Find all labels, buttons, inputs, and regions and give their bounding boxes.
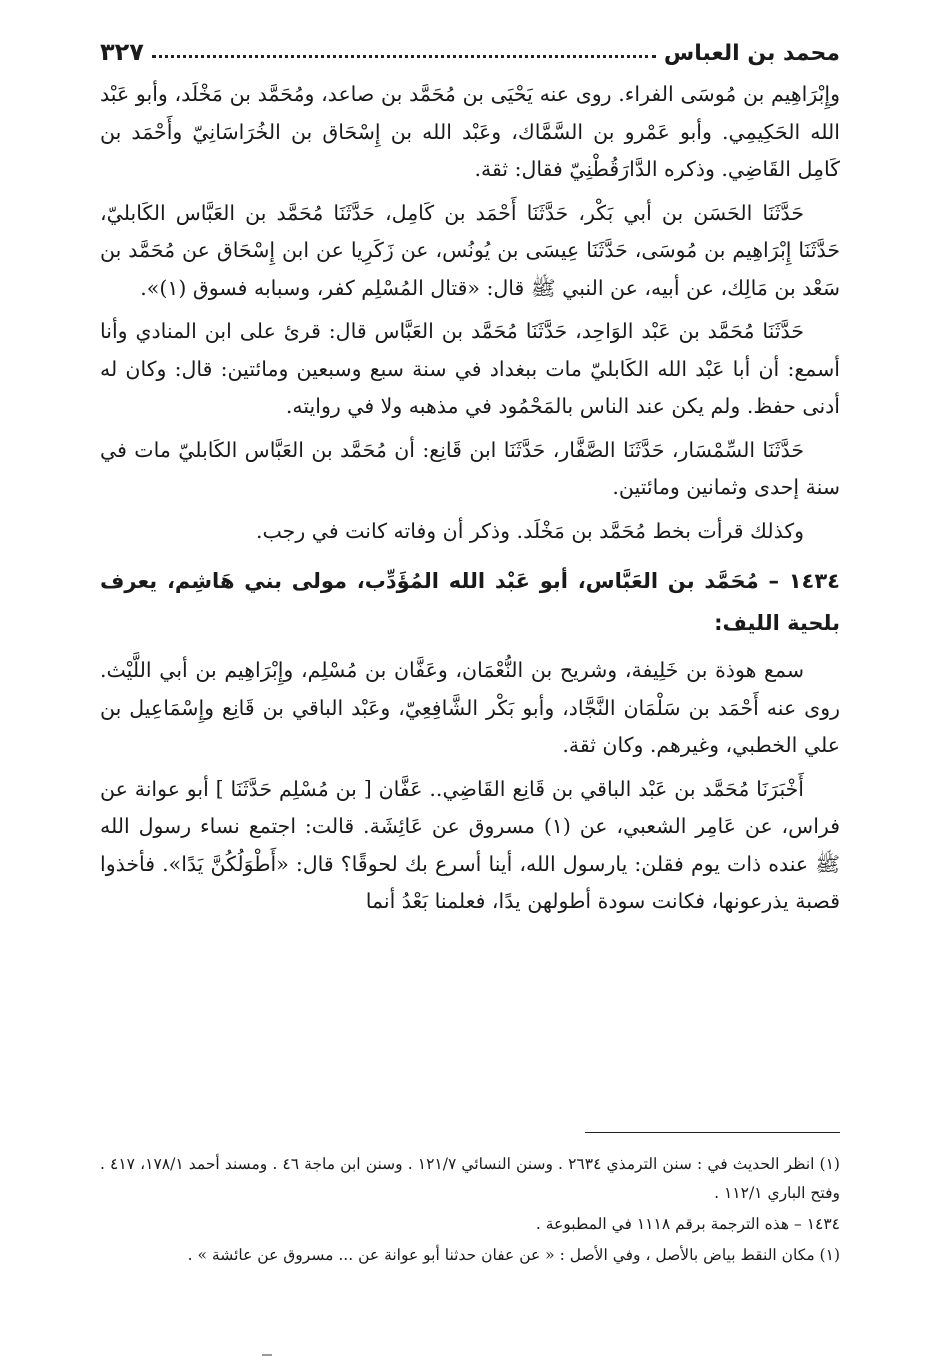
paragraph-1: وإِبْرَاهِيم بن مُوسَى الفراء. روى عنه يَحْيَى بن مُحَمَّد بن صاعد، ومُحَمَّد بن مَخْلَد، وأبو عَبْد الله الحَكِيمِي. وأبو عَمْرو بن السَّمَّاك، وعَبْد الله بن إِسْحَاق بن الخُرَاسَانِيّ وأَحْمَد بن كَامِل القَاضِي. وذكره الدَّارَقُطْنِيّ فقال: ثقة. bbox=[100, 82, 840, 181]
paragraph-6: سمع هوذة بن خَلِيفة، وشريح بن النُّعْمَان، وعَفَّان بن مُسْلِم، وإِبْرَاهِيم بن أبي اللَّيْث. روى عنه أَحْمَد بن سَلْمَان النَّجَّاد، وأبو بَكْر الشَّافِعِيّ، وعَبْد الباقي بن قَانِع وإِسْمَاعِيل بن علي الخطبي، وغيرهم. وكان ثقة. bbox=[100, 658, 840, 757]
paragraph-4: حَدَّثَنَا السِّمْسَار، حَدَّثَنَا الصَّفَّار، حَدَّثَنَا ابن قَانِع: أن مُحَمَّد بن العَبَّاس الكَابليّ مات في سنة إحدى وثمانين ومائتين. bbox=[100, 437, 840, 499]
running-header bbox=[100, 30, 840, 66]
footnote-2: ١٤٣٤ – هذه الترجمة برقم ١١١٨ في المطبوعة . bbox=[535, 1215, 840, 1233]
footnote-1: (١) انظر الحديث في : سنن الترمذي ٢٦٣٤ . وسنن النسائي ١٢١/٧ . وسنن ابن ماجة ٤٦ . ومسند أحمد ١٧٨/١، ٤١٧ . وفتح الباري ١١٢/١ . bbox=[100, 1155, 840, 1202]
scan-mark bbox=[262, 1354, 272, 1356]
footnote-separator bbox=[585, 1132, 840, 1133]
footnote-3: (١) مكان النقط بياض بالأصل ، وفي الأصل : « عن عفان حدثنا أبو عوانة عن ... مسروق عن عائشة » . bbox=[187, 1246, 840, 1264]
paragraph-7: أَخْبَرَنَا مُحَمَّد بن عَبْد الباقي بن قَانِع القَاضِي.. عَفَّان [ بن مُسْلِم حَدَّثَنَا ] أبو عوانة عن فراس، عن عَامِر الشعبي، عن (١) مسروق عن عَائِشَة. قالت: اجتمع نساء رسول الله ﷺ عنده ذات يوم فقلن: يارسول الله، أينا أسرع بك لحوقًا؟ قال: «أَطْوَلُكُنَّ يَدًا». فأخذوا قصبة يذرعونها، فكانت سودة أطولهن يدًا، فعلمنا بَعْدُ أنما bbox=[100, 776, 840, 913]
page-number: ٣٢٧ bbox=[100, 38, 144, 66]
footnotes bbox=[100, 1150, 840, 1272]
paragraph-3: حَدَّثَنَا مُحَمَّد بن عَبْد الوَاحِد، حَدَّثَنَا مُحَمَّد بن العَبَّاس قال: قرئ على ابن المنادي وأنا أسمع: أن أبا عَبْد الله الكَابليّ مات ببغداد في سنة سبع وسبعين ومائتين: قال: وكان له أدنى حفظ. ولم يكن عند الناس بالمَحْمُود في مذهبه ولا في روايته. bbox=[100, 319, 840, 418]
header-dot-leader bbox=[152, 55, 656, 58]
paragraph-2: حَدَّثَنَا الحَسَن بن أبي بَكْر، حَدَّثَنَا أَحْمَد بن كَامِل، حَدَّثَنَا مُحَمَّد بن العَبَّاس الكَابليّ، حَدَّثَنَا إِبْرَاهِيم بن مُوسَى، حَدَّثَنَا عِيسَى بن يُونُس، عن زَكَرِيا عن ابن إِسْحَاق عن مُحَمَّد بن سَعْد بن مَالِك، عن أبيه، عن النبي ﷺ قال: «قتال المُسْلِم كفر، وسبابه فسوق (١)». bbox=[100, 200, 840, 300]
header-title: محمد بن العباس bbox=[663, 41, 840, 66]
main-text bbox=[100, 76, 840, 927]
paragraph-5: وكذلك قرأت بخط مُحَمَّد بن مَخْلَد. وذكر أن وفاته كانت في رجب. bbox=[256, 518, 804, 543]
entry-heading: ١٤٣٤ – مُحَمَّد بن العَبَّاس، أبو عَبْد الله المُؤَدِّب، مولى بني هَاشِم، يعرف بلحية الليف: bbox=[100, 569, 840, 635]
